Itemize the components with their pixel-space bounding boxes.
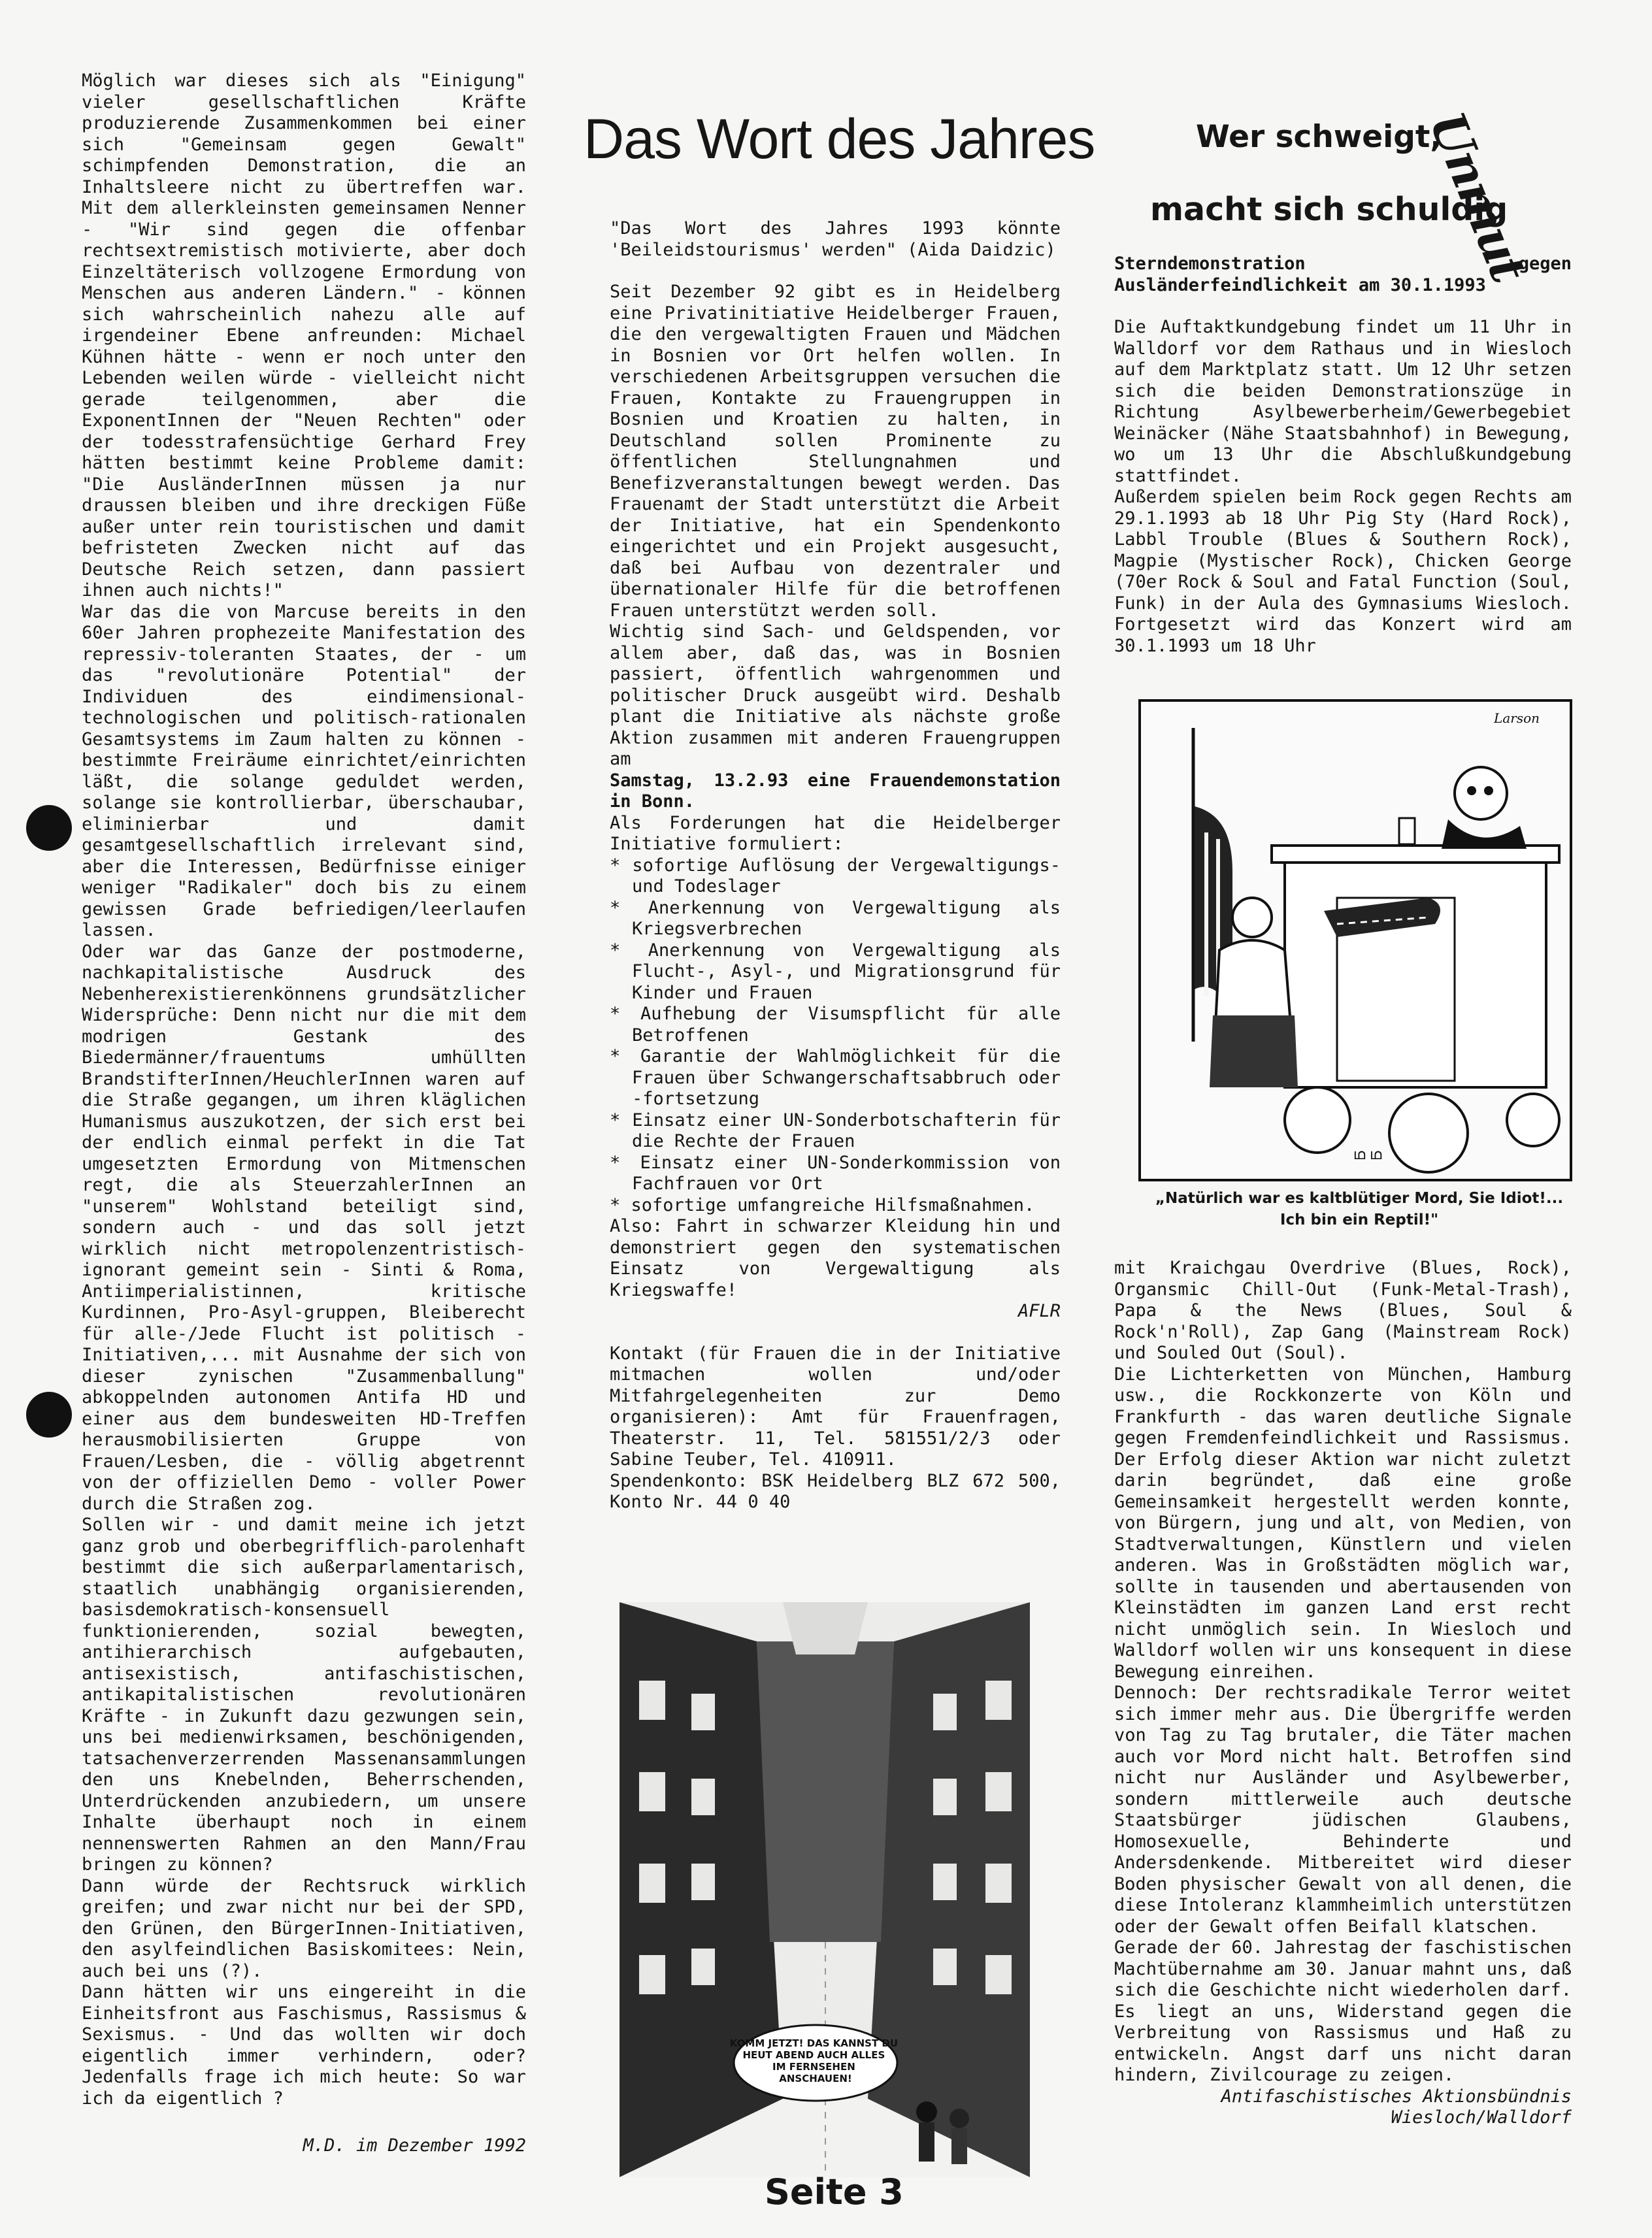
- left-paragraph: Dann hätten wir uns eingereiht in die Einheitsfront aus Faschismus, Rassismus & Sexismus. - Und das wollten wir doch eigentlich immer verhindern, oder? Jedenfalls frage ich mich heute: So war ich da eigentlich ?: [82, 1982, 526, 2109]
- page-title: Das Wort des Jahres: [584, 108, 1095, 171]
- right-paragraph: Außerdem spielen beim Rock gegen Rechts am 29.1.1993 ab 18 Uhr Pig Sty (Hard Rock), Labbl Trouble (Blues & Southern Rock), Magpie (Mystischer Rock), Chicken George (70er Rock & Soul and Fatal Function (Soul, Funk) in der Aula des Gymnasiums Wiesloch. Fortgesetzt wird das Konzert wird am 30.1.1993 um 18 Uhr: [1114, 487, 1572, 656]
- demand-item: * Einsatz einer UN-Sonderbotschafterin für die Rechte der Frauen: [610, 1110, 1061, 1151]
- cartoon-signature: Larson: [1494, 710, 1540, 726]
- right-paragraph: Dennoch: Der rechtsradikale Terror weitet sich immer mehr aus. Die Übergriffe werden von Tag zu Tag brutaler, die Täter machen auch vor Mord nicht halt. Betroffen sind nicht nur Ausländer und Asylbewerber, sondern mittlerweile auch deutsche Staatsbürger jüdischen Glaubens, Homosexuelle, Behinderte und Andersdenkende. Mitbereitet wird dieser Boden physischer Gewalt von all denen, die diese Intoleranz klammheimlich unterstützen oder der Gewalt offen Beifall klatschen.: [1114, 1683, 1572, 1937]
- unmut-stamp: Unmut: [1418, 105, 1537, 289]
- speech-bubble-text: KOMM JETZT! DAS KANNST DU HEUT ABEND AUCH ALLES IM FERNSEHEN ANSCHAUEN!: [729, 2037, 899, 2084]
- middle-paragraph: Wichtig sind Sach- und Geldspenden, vor allem aber, daß das, was in Bosnien passiert, öffentlich wahrgenommen und politischer Druck ausgeübt wird. Deshalb plant die Initiative als nächste große Aktion zusammen mit anderen Frauengruppen am: [610, 621, 1061, 769]
- left-column: [82, 71, 526, 2157]
- middle-column: [610, 218, 1061, 1513]
- left-paragraph: Möglich war dieses sich als "Einigung" vieler gesellschaftlichen Kräfte produzierende Zusammenkommen bei einer sich "Gemeinsam gegen Gewalt" schimpfenden Demonstration, die an Inhaltsleere nicht zu übertreffen war. Mit dem allerkleinsten gemeinsamen Nenner - "Wir sind gegen die offenbar rechtsextremistisch motivierte, aber doch Einzeltäterisch vollzogene Ermordung von Menschen aus anderen Ländern." - können sich wahrscheinlich nahezu alle auf irgendeiner Ebene anfreunden: Michael Kühnen hätte - wenn er noch unter den Lebenden weilen würde - vielleicht nicht gerade teilgenommen, aber die ExponentInnen der "Neuen Rechten" oder der todesstrafensüchtige Gerhard Frey hätten bestimmt keine Probleme damit: "Die AusländerInnen müssen ja nur draussen bleiben und ihre dreckigen Füße außer unter rein touristischen und damit befristeten Zwecken nicht auf das Deutsche Reich setzen, dann passiert ihnen auch nichts!": [82, 71, 526, 601]
- contact-info: Kontakt (für Frauen die in der Initiative mitmachen wollen und/oder Mitfahrgelegenheiten zur Demo organisieren): Amt für Frauenfragen, Theaterstr. 11, Tel. 581551/2/3 oder Sabine Teuber, Tel. 410911.: [610, 1343, 1061, 1470]
- demand-item: * Anerkennung von Vergewaltigung als Flucht-, Asyl-, und Migrationsgrund für Kinder und Frauen: [610, 940, 1061, 1003]
- intro-quote: "Das Wort des Jahres 1993 könnte 'Beileidstourismus' werden" (Aida Daidzic): [610, 218, 1061, 260]
- right-column-continued: [1114, 1258, 1572, 2129]
- street-illustration: [620, 1602, 1030, 2177]
- right-paragraph: Die Lichterketten von München, Hamburg usw., die Rockkonzerte von Köln und Frankfurth - das waren deutliche Signale gegen Fremdenfeindlichkeit und Rassismus. Der Erfolg dieser Aktion war nicht zuletzt darin begründet, daß eine große Gemeinsamkeit hergestellt werden konnte, von Bürgern, jung und alt, von Medien, von Stadtverwaltungen, Künstlern und vielen anderen. Was in Großstädten möglich war, sollte in tausenden und abertausenden von Kleinstädten im ganzen Land erst recht nicht unmöglich sein. In Wiesloch und Walldorf wollen wir uns konsequent in diese Bewegung einreihen.: [1114, 1364, 1572, 1682]
- right-paragraph: Gerade der 60. Jahrestag der faschistischen Machtübernahme am 30. Januar mahnt uns, daß sich die Geschichte nicht wiederholen darf. Es liegt an uns, Widerstand gegen die Verbreitung von Rassismus und Haß zu entwickeln. Angst darf uns nicht daran hindern, Zivilcourage zu zeigen.: [1114, 1937, 1572, 2085]
- middle-signature: AFLR: [1017, 1301, 1061, 1321]
- punch-hole-top: [26, 805, 72, 851]
- left-signature: M.D. im Dezember 1992: [303, 2135, 526, 2156]
- right-paragraph: Die Auftaktkundgebung findet um 11 Uhr in Walldorf vor dem Rathaus und in Wiesloch auf dem Marktplatz statt. Um 12 Uhr setzen sich die beiden Demonstrationszüge in Richtung Asylbewerberheim/Gewerbegebiet Weinäcker (Nähe Staatsbahnhof) in Bewegung, wo um 13 Uhr die Abschlußkundgebung stattfindet.: [1114, 317, 1572, 486]
- cartoon-caption: „Natürlich war es kaltblütiger Mord, Sie Idiot!... Ich bin ein Reptil!": [1155, 1190, 1564, 1228]
- demand-item: * sofortige umfangreiche Hilfsmaßnahmen.: [610, 1194, 1035, 1215]
- slogan-line-2: macht sich schuldig: [1150, 191, 1508, 228]
- left-paragraph: War das die von Marcuse bereits in den 60er Jahren prophezeite Manifestation des repressiv-toleranten Staates, der - um das "revolutionäre Potential" der Individuen des eindimensional-technologischen und politisch-rationalen Gesamtsystems im Zaum halten zu können - bestimmte Freiräume einrichtet/einrichten läßt, die solange geduldet werden, solange sie kontrollierbar, überschaubar, eliminierbar und damit gesamtgesellschaftlich irrelevant sind, aber die Interessen, Bedürfnisse einiger weniger "Radikaler" doch bis zu einem gewissen Grade befriedigen/leerlaufen lassen.: [82, 601, 526, 940]
- cartoon-drawing: [1141, 702, 1570, 1179]
- demand-item: * Einsatz einer UN-Sonderkommission von Fachfrauen vor Ort: [610, 1152, 1061, 1194]
- demand-item: * Aufhebung der Visumspflicht für alle Betroffenen: [610, 1004, 1061, 1045]
- demo-date-bold: Samstag, 13.2.93 eine Frauendemonstation in Bonn.: [610, 770, 1061, 812]
- right-paragraph: mit Kraichgau Overdrive (Blues, Rock), Organsmic Chill-Out (Funk-Metal-Trash), Papa & the News (Blues, Soul & Rock'n'Roll), Zap Gang (Mainstream Rock) und Souled Out (Soul).: [1114, 1258, 1572, 1363]
- page-number: Seite 3: [765, 2171, 904, 2213]
- left-paragraph: Dann würde der Rechtsruck wirklich greifen; und zwar nicht nur bei der SPD, den Grünen, den BürgerInnen-Initiativen, den asylfeindlichen Basiskomitees: Nein, auch bei uns (?).: [82, 1875, 526, 1981]
- section-heading: Sterndemonstration gegen Ausländerfeindlichkeit am 30.1.1993: [1114, 254, 1572, 295]
- punch-hole-bottom: [26, 1392, 72, 1438]
- courtroom-cartoon: [1138, 699, 1572, 1181]
- demand-item: * Anerkennung von Vergewaltigung als Kriegsverbrechen: [610, 897, 1061, 939]
- right-column: [1114, 254, 1572, 657]
- left-paragraph: Oder war das Ganze der postmoderne, nachkapitalistische Ausdruck des Nebenherexistierenkönnens grundsätzlicher Widersprüche: Denn nicht nur die mit dem modrigen Gestank des Biedermänner/frauentums umhüllten BrandstifterInnen/HeuchlerInnen waren auf die Straße gegangen, um ihren kläglichen Humanismus auszukotzen, der sich erst bei der endlich einmal perfekt in die Tat umgesetzten Ermordung von Mitmenschen regt, die als SteuerzahlerInnen an "unserem" Wohlstand beteiligt sind, sondern auch - und das soll jetzt wirklich nicht metropolenzentristisch-ignorant gemeint sein - Sinti & Roma, Antiimperialistinnen, kritische Kurdinnen, Pro-Asyl-gruppen, Bleiberecht für alle-/Jede Flucht ist politisch - Initiativen,... mit Ausnahme der sich von dieser zynischen "Zusammenballung" abkoppelnden autonomen Antifa HD und einer aus dem bundesweiten HD-Treffen herausmobilisierten Gruppe von Frauen/Lesben, die - völlig abgetrennt von der offiziellen Demo - voller Power durch die Straßen zog.: [82, 941, 526, 1514]
- middle-paragraph: Seit Dezember 92 gibt es in Heidelberg eine Privatinitiative Heidelberger Frauen, die den vergewaltigten Frauen und Mädchen in Bosnien vor Ort helfen wollen. In verschiedenen Arbeitsgruppen versuchen die Frauen, Kontakte zu Frauengruppen in Bosnien und Kroatien zu halten, in Deutschland sollen Prominente zu öffentlichen Stellungnahmen und Benefizveranstaltungen bewegt werden. Das Frauenamt der Stadt unterstützt die Arbeit der Initiative, hat ein Spendenkonto eingerichtet und ein Projekt ausgesucht, daß bei Aufbau von dezentraler und übernationaler Hilfe für die betroffenen Frauen unterstützt werden soll.: [610, 282, 1061, 621]
- demands-intro: Als Forderungen hat die Heidelberger Initiative formuliert:: [610, 812, 1061, 854]
- closing-call: Also: Fahrt in schwarzer Kleidung hin und demonstriert gegen den systematischen Einsatz von Vergewaltigung als Kriegswaffe!: [610, 1216, 1061, 1300]
- demand-item: * Garantie der Wahlmöglichkeit für die Frauen über Schwangerschaftsabbruch oder -fortsetzung: [610, 1046, 1061, 1109]
- slogan-line-1: Wer schweigt,: [1196, 119, 1442, 155]
- left-paragraph: Sollen wir - und damit meine ich jetzt ganz grob und oberbegrifflich-parolenhaft bestimmt die sich außerparlamentarisch, staatlich unabhängig organisierenden, basisdemokratisch-konsensuell funktionierenden, sozial bewegten, antihierarchisch aufgebauten, antisexistisch, antifaschistischen, antikapitalistischen revolutionären Kräfte - in Zukunft dazu gezwungen sein, uns bei medienwirksamen, beschönigenden, tatsachenverzerrenden Massenansammlungen den uns Knebelnden, Beherrschenden, Unterdrückenden anzubiedern, um unsere Inhalte überhaupt noch in einem nennenswerten Rahmen an den Mann/Frau bringen zu können?: [82, 1515, 526, 1875]
- right-signature: Antifaschistisches Aktionsbündnis Wiesloch/Walldorf: [1221, 2086, 1572, 2128]
- svg-text:ഥ ഥ: ഥ ഥ: [1353, 1147, 1382, 1163]
- demand-item: * sofortige Auflösung der Vergewaltigungs- und Todeslager: [610, 855, 1061, 897]
- donation-account: Spendenkonto: BSK Heidelberg BLZ 672 500, Konto Nr. 44 0 40: [610, 1470, 1061, 1512]
